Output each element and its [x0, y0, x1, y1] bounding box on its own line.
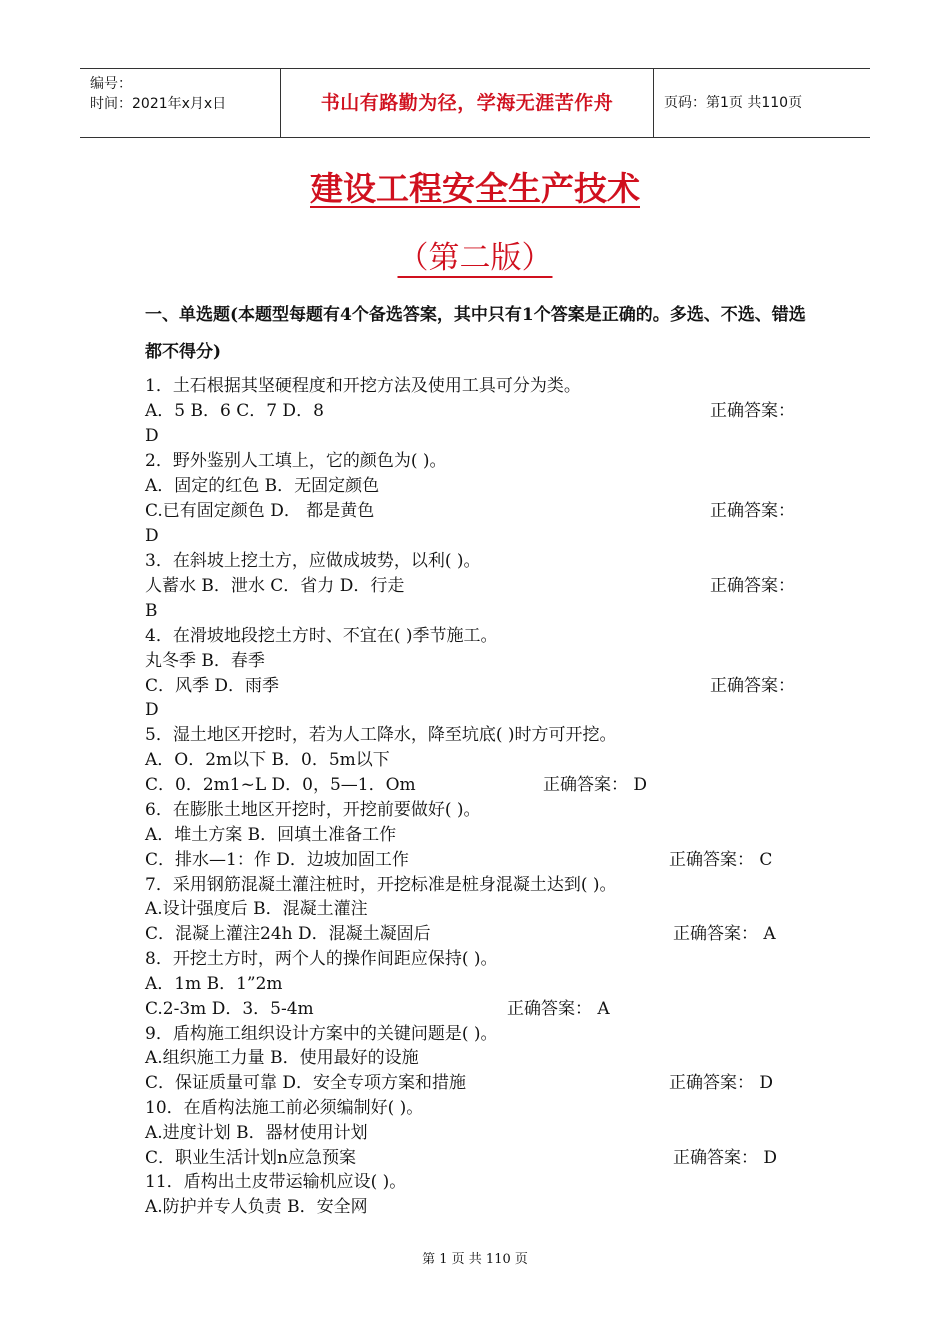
- question-7-options-cd: C．混凝上灌注24h D．混凝土凝固后: [145, 924, 431, 944]
- header-motto: 书山有路勤为径，学海无涯苦作舟: [281, 69, 654, 137]
- header-page-info: 页码：第1页 共110页: [664, 95, 803, 111]
- question-5: 5．湿土地区开挖时，若为人工降水，降至坑底( )时方可开挖。: [145, 725, 617, 745]
- question-1-answer: D: [145, 426, 159, 446]
- question-3: 3．在斜坡上挖土方，应做成坡势，以利( )。: [145, 551, 481, 571]
- question-1: 1．土石根据其坚硬程度和开挖方法及使用工具可分为类。: [145, 376, 581, 396]
- question-8-options-ab: A．1m B．1”2m: [145, 974, 283, 994]
- question-10-options-cd: C．职业生活计划n应急预案: [145, 1148, 356, 1168]
- question-4-answer-label: 正确答案：: [710, 676, 795, 696]
- question-7: 7．采用钢筋混凝土灌注桩时，开挖标准是桩身混凝土达到( )。: [145, 875, 617, 895]
- question-5-options-cd: C．0．2m1~L D．0，5—1．Om: [145, 775, 416, 795]
- question-8-options-cd: C.2-3m D．3．5-4m: [145, 999, 314, 1019]
- question-6-answer: 正确答案： C: [669, 850, 773, 870]
- document-subtitle: （第二版）: [397, 240, 553, 276]
- time-label: 时间：2021年x月x日: [90, 96, 227, 112]
- code-label: 编号：: [90, 76, 132, 92]
- question-6: 6．在膨胀土地区开挖时，开挖前要做好( )。: [145, 800, 481, 820]
- question-2-options-cd: C.已有固定颜色 D． 都是黄色: [145, 501, 375, 521]
- question-8-answer: 正确答案： A: [507, 999, 610, 1019]
- question-10-options-ab: A.进度计划 B．器材使用计划: [145, 1123, 368, 1143]
- question-9-answer: 正确答案： D: [669, 1073, 774, 1093]
- question-4-options-cd: C．风季 D．雨季: [145, 676, 280, 696]
- question-4-options-ab: 丸冬季 B．春季: [145, 651, 265, 671]
- header-table: [80, 68, 870, 138]
- header-meta-cell: [80, 69, 281, 137]
- question-2: 2．野外鉴别人工填上，它的颜色为( )。: [145, 451, 447, 471]
- question-6-options-cd: C．排水—1：作 D．边坡加固工作: [145, 850, 409, 870]
- question-4: 4．在滑坡地段挖土方时、不宜在( )季节施工。: [145, 626, 498, 646]
- question-5-options-ab: A．O．2m以下 B．0．5m以下: [145, 750, 390, 770]
- question-9-options-cd: C．保证质量可靠 D．安全专项方案和措施: [145, 1073, 467, 1093]
- section-heading: 一、单选题(本题型每题有4个备选答案，其中只有1个答案是正确的。多选、不选、错选都不得分): [145, 305, 806, 362]
- question-4-answer: D: [145, 700, 159, 720]
- question-10-answer: 正确答案： D: [673, 1148, 778, 1168]
- question-6-options-ab: A．堆土方案 B．回填土准备工作: [145, 825, 397, 845]
- question-8: 8．开挖土方时，两个人的操作间距应保持( )。: [145, 949, 498, 969]
- question-10: 10．在盾构法施工前必须编制好( )。: [145, 1098, 424, 1118]
- question-1-answer-label: 正确答案：: [710, 401, 795, 421]
- question-3-answer: B: [145, 601, 158, 621]
- question-3-answer-label: 正确答案：: [710, 576, 795, 596]
- question-9: 9．盾构施工组织设计方案中的关键问题是( )。: [145, 1024, 498, 1044]
- question-2-options-ab: A．固定的红色 B．无固定颜色: [145, 476, 380, 496]
- question-1-options: A．5 B．6 C．7 D．8: [145, 401, 324, 421]
- question-11-options-ab: A.防护并专人负责 B．安全网: [145, 1197, 368, 1217]
- page-footer: 第 1 页 共 110 页: [422, 1252, 528, 1267]
- question-11: 11．盾构出土皮带运输机应设( )。: [145, 1172, 407, 1192]
- question-9-options-ab: A.组织施工力量 B．使用最好的设施: [145, 1048, 419, 1068]
- question-7-options-ab: A.设计强度后 B．混凝土灌注: [145, 899, 368, 919]
- question-3-options: 人蓄水 B．泄水 C．省力 D．行走: [145, 576, 405, 596]
- question-7-answer: 正确答案： A: [673, 924, 776, 944]
- question-2-answer-label: 正确答案：: [710, 501, 795, 521]
- question-5-answer: 正确答案： D: [543, 775, 648, 795]
- document-title: 建设工程安全生产技术: [310, 169, 640, 208]
- question-2-answer: D: [145, 526, 159, 546]
